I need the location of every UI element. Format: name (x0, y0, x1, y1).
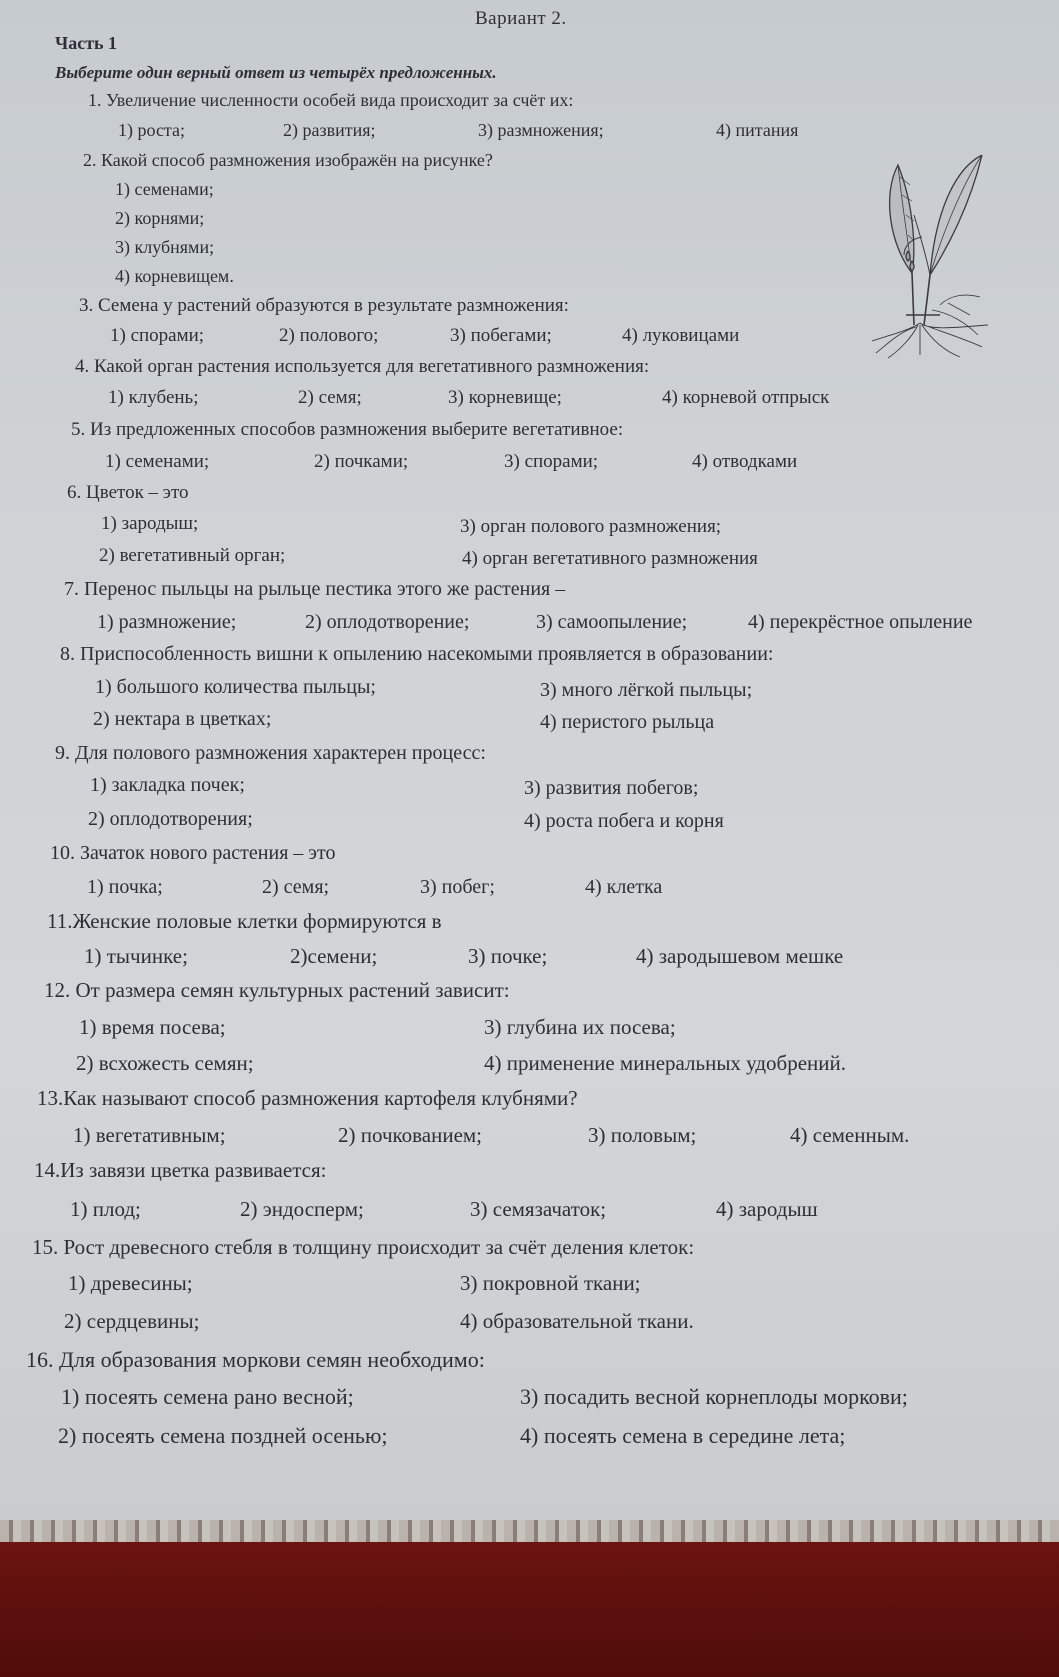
q9-option-2[interactable]: 2) оплодотворения; (88, 808, 253, 830)
q12-option-2[interactable]: 2) всхожесть семян; (76, 1051, 254, 1075)
q11-option-4[interactable]: 4) зародышевом мешке (636, 944, 844, 968)
variant-title: Вариант 2. (475, 8, 567, 29)
q13-option-1[interactable]: 1) вегетативным; (73, 1123, 226, 1147)
q15-option-4[interactable]: 4) образовательной ткани. (460, 1309, 694, 1333)
q1-option-1[interactable]: 1) роста; (118, 120, 186, 140)
q2-option-1[interactable]: 1) семенами; (115, 179, 214, 199)
q10-option-2[interactable]: 2) семя; (262, 876, 330, 898)
q2-option-2[interactable]: 2) корнями; (115, 208, 205, 228)
question-3: 3. Семена у растений образуются в результате размножения: (79, 295, 569, 316)
question-14: 14.Из завязи цветка развивается: (34, 1158, 327, 1182)
question-11: 11.Женские половые клетки формируются в (47, 909, 442, 933)
q16-option-4[interactable]: 4) посеять семена в середине лета; (520, 1423, 846, 1448)
q13-option-3[interactable]: 3) половым; (588, 1123, 697, 1147)
q16-option-2[interactable]: 2) посеять семена поздней осенью; (58, 1423, 388, 1448)
q10-option-3[interactable]: 3) побег; (420, 876, 495, 898)
part-heading: Часть 1 (55, 33, 118, 53)
q6-option-3[interactable]: 3) орган полового размножения; (460, 516, 722, 537)
q13-option-2[interactable]: 2) почкованием; (338, 1123, 483, 1147)
q13-option-4[interactable]: 4) семенным. (790, 1123, 910, 1147)
q5-option-3[interactable]: 3) спорами; (504, 451, 599, 472)
q7-option-2[interactable]: 2) оплодотворение; (305, 611, 470, 633)
q8-option-1[interactable]: 1) большого количества пыльцы; (95, 676, 376, 698)
table-surface (0, 1542, 1059, 1677)
question-12: 12. От размера семян культурных растений зависит: (44, 978, 510, 1002)
q2-option-3[interactable]: 3) клубнями; (115, 237, 215, 257)
q14-option-4[interactable]: 4) зародыш (716, 1197, 818, 1221)
q4-option-3[interactable]: 3) корневище; (448, 387, 562, 408)
q3-option-4[interactable]: 4) луковицами (622, 325, 740, 346)
q3-option-2[interactable]: 2) полового; (279, 325, 379, 346)
question-8: 8. Приспособленность вишни к опылению насекомыми проявляется в образовании: (60, 643, 774, 665)
q14-option-2[interactable]: 2) эндосперм; (240, 1197, 364, 1221)
q11-option-2[interactable]: 2)семени; (290, 944, 378, 968)
question-16: 16. Для образования моркови семян необходимо: (26, 1347, 485, 1372)
q11-option-3[interactable]: 3) почке; (468, 944, 548, 968)
q7-option-4[interactable]: 4) перекрёстное опыление (748, 611, 973, 633)
paper-bottom-edge (0, 1520, 1059, 1542)
q5-option-1[interactable]: 1) семенами; (105, 451, 210, 472)
q12-option-3[interactable]: 3) глубина их посева; (484, 1015, 676, 1039)
question-15: 15. Рост древесного стебля в толщину происходит за счёт деления клеток: (32, 1235, 695, 1259)
q9-option-4[interactable]: 4) роста побега и корня (524, 810, 724, 832)
q15-option-2[interactable]: 2) сердцевины; (64, 1309, 200, 1333)
q4-option-4[interactable]: 4) корневой отпрыск (662, 387, 830, 408)
q10-option-1[interactable]: 1) почка; (87, 876, 163, 898)
q3-option-1[interactable]: 1) спорами; (110, 325, 205, 346)
q6-option-2[interactable]: 2) вегетативный орган; (99, 545, 286, 566)
question-6: 6. Цветок – это (67, 482, 189, 503)
q7-option-3[interactable]: 3) самоопыление; (536, 611, 688, 633)
q8-option-3[interactable]: 3) много лёгкой пыльцы; (540, 679, 753, 701)
question-4: 4. Какой орган растения используется для вегетативного размножения: (75, 356, 650, 377)
q14-option-3[interactable]: 3) семязачаток; (470, 1197, 607, 1221)
q1-option-4[interactable]: 4) питания (716, 120, 799, 140)
question-9: 9. Для полового размножения характерен процесс: (55, 742, 486, 764)
q12-option-1[interactable]: 1) время посева; (79, 1015, 226, 1039)
q16-option-3[interactable]: 3) посадить весной корнеплоды моркови; (520, 1384, 908, 1409)
q7-option-1[interactable]: 1) размножение; (97, 611, 237, 633)
q8-option-2[interactable]: 2) нектара в цветках; (93, 708, 272, 730)
q16-option-1[interactable]: 1) посеять семена рано весной; (61, 1384, 354, 1409)
instruction-text: Выберите один верный ответ из четырёх предложенных. (55, 63, 497, 82)
q15-option-1[interactable]: 1) древесины; (68, 1271, 193, 1295)
question-7: 7. Перенос пыльцы на рыльце пестика этого же растения – (64, 578, 566, 600)
q2-option-4[interactable]: 4) корневищем. (115, 266, 234, 286)
q9-option-3[interactable]: 3) развития побегов; (524, 777, 699, 799)
q15-option-3[interactable]: 3) покровной ткани; (460, 1271, 641, 1295)
q4-option-2[interactable]: 2) семя; (298, 387, 362, 408)
question-13: 13.Как называют способ размножения картофеля клубнями? (37, 1086, 578, 1110)
q3-option-3[interactable]: 3) побегами; (450, 325, 552, 346)
q12-option-4[interactable]: 4) применение минеральных удобрений. (484, 1051, 847, 1075)
q9-option-1[interactable]: 1) закладка почек; (90, 774, 245, 796)
q1-option-3[interactable]: 3) размножения; (478, 120, 604, 140)
q6-option-4[interactable]: 4) орган вегетативного размножения (462, 548, 758, 569)
q4-option-1[interactable]: 1) клубень; (108, 387, 199, 408)
question-5: 5. Из предложенных способов размножения выберите вегетативное: (71, 419, 624, 440)
q1-option-2[interactable]: 2) развития; (283, 120, 376, 140)
q10-option-4[interactable]: 4) клетка (585, 876, 663, 898)
q14-option-1[interactable]: 1) плод; (70, 1197, 141, 1221)
question-1: 1. Увеличение численности особей вида происходит за счёт их: (88, 90, 574, 110)
q11-option-1[interactable]: 1) тычинке; (84, 944, 188, 968)
question-10: 10. Зачаток нового растения – это (50, 842, 336, 864)
q5-option-4[interactable]: 4) отводками (692, 451, 798, 472)
q8-option-4[interactable]: 4) перистого рыльца (540, 711, 715, 733)
question-2: 2. Какой способ размножения изображён на рисунке? (83, 150, 493, 170)
q5-option-2[interactable]: 2) почками; (314, 451, 409, 472)
lily-of-the-valley-icon (870, 155, 988, 360)
q6-option-1[interactable]: 1) зародыш; (101, 513, 199, 534)
